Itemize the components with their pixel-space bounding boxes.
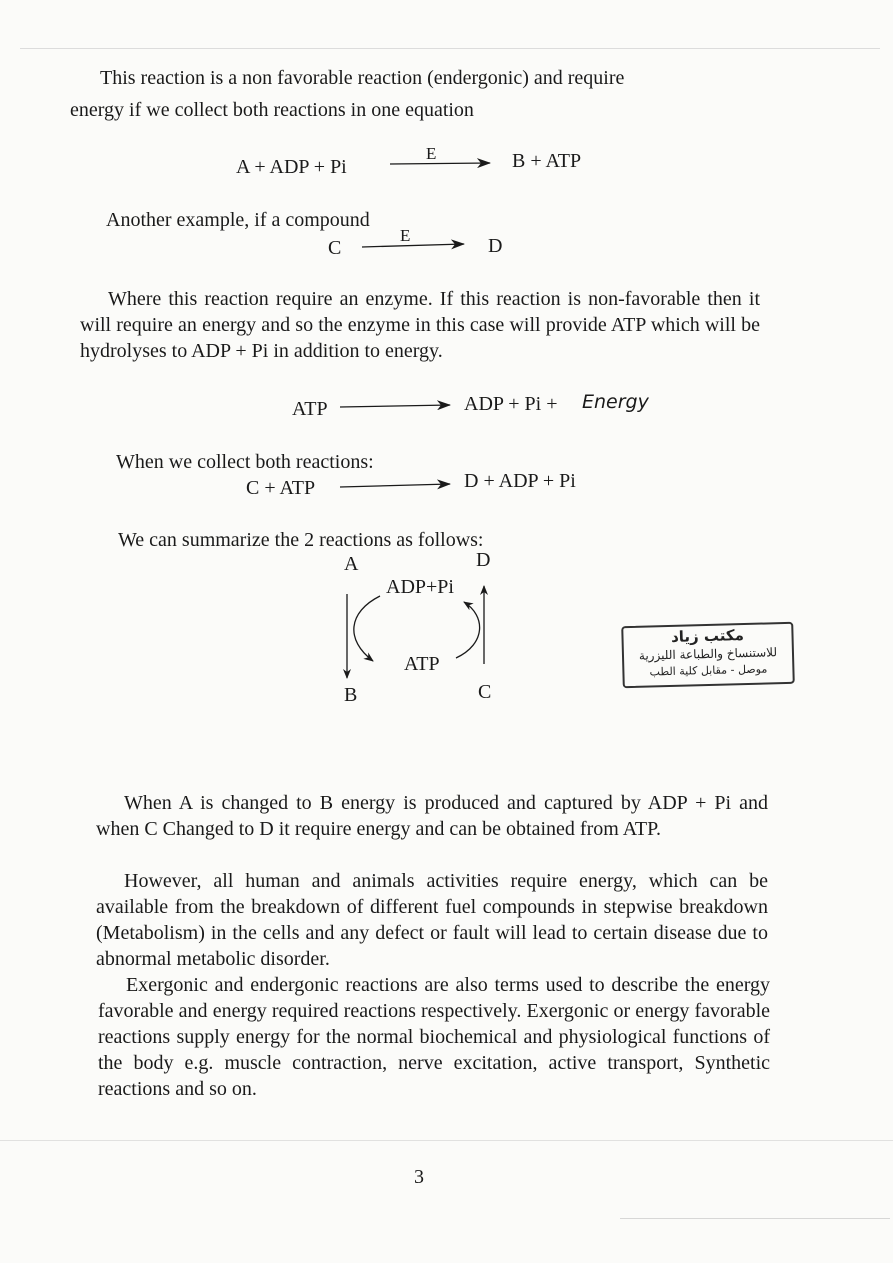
eq2-right: ADP + Pi + <box>464 393 558 415</box>
eq2-handwritten-energy: Energy <box>582 391 649 413</box>
stamp-line-1: مكتب زياد <box>670 626 745 646</box>
collect-arrow <box>340 484 450 487</box>
cycle-label-b: B <box>344 684 358 706</box>
cycle-curve-left <box>354 596 380 661</box>
intro-line-2: energy if we collect both reactions in one equation <box>70 99 474 121</box>
cycle-curve-right <box>456 602 480 658</box>
paragraph-metabolism: However, all human and animals activities require energy, which can be available from the breakdown of different fuel compounds in stepwise breakdown (Metabolism) in the cells and any defect or fault will lead to certain disease due to abnormal metabolic disorder. <box>96 870 768 970</box>
example-left: C <box>328 237 342 259</box>
eq1-enzyme: E <box>426 144 437 163</box>
print-shop-stamp <box>621 622 795 688</box>
stamp-line-2: للاستنساخ والطباعة الليزرية <box>638 645 778 663</box>
eq2-left: ATP <box>292 398 328 420</box>
example-text: Another example, if a compound <box>106 209 370 231</box>
eq1-arrow <box>390 163 490 164</box>
collect-right: D + ADP + Pi <box>464 470 576 492</box>
paragraph-enzyme: Where this reaction require an enzyme. If this reaction is non-favorable then it will require an energy and so the enzyme in this case will provide ATP which will be hydrolyses to ADP + Pi in addition to energy. <box>80 288 760 362</box>
cycle-label-atp: ATP <box>404 653 440 675</box>
paragraph-energy-capture: When A is changed to B energy is produced and captured by ADP + Pi and when C Changed to D it require energy and can be obtained from ATP. <box>96 792 768 840</box>
eq1-left: A + ADP + Pi <box>236 156 347 178</box>
cycle-label-a: A <box>344 553 359 575</box>
stamp-line-3: موصل - مقابل كلية الطب <box>649 662 768 679</box>
example-right: D <box>488 235 503 257</box>
eq2-arrow <box>340 405 450 407</box>
cycle-label-c: C <box>478 681 492 703</box>
page-number: 3 <box>414 1166 424 1188</box>
example-arrow <box>362 244 464 247</box>
intro-line-1: This reaction is a non favorable reaction (endergonic) and require <box>100 67 625 89</box>
paragraph-exergonic: Exergonic and endergonic reactions are also terms used to describe the energy favorable and energy required reactions respectively. Exergonic or energy favorable reactions supply energy for the normal biochemical and physiological functions of the body e.g. muscle contraction, nerve excitation, active transport, Synthetic reactions and so on. <box>98 974 770 1100</box>
summary-text: We can summarize the 2 reactions as follows: <box>118 529 484 551</box>
cycle-label-d: D <box>476 549 491 571</box>
cycle-label-adp-pi: ADP+Pi <box>386 576 454 598</box>
eq1-right: B + ATP <box>512 150 582 172</box>
collect-text: When we collect both reactions: <box>116 451 374 473</box>
example-enzyme: E <box>400 226 411 245</box>
collect-left: C + ATP <box>246 477 316 499</box>
